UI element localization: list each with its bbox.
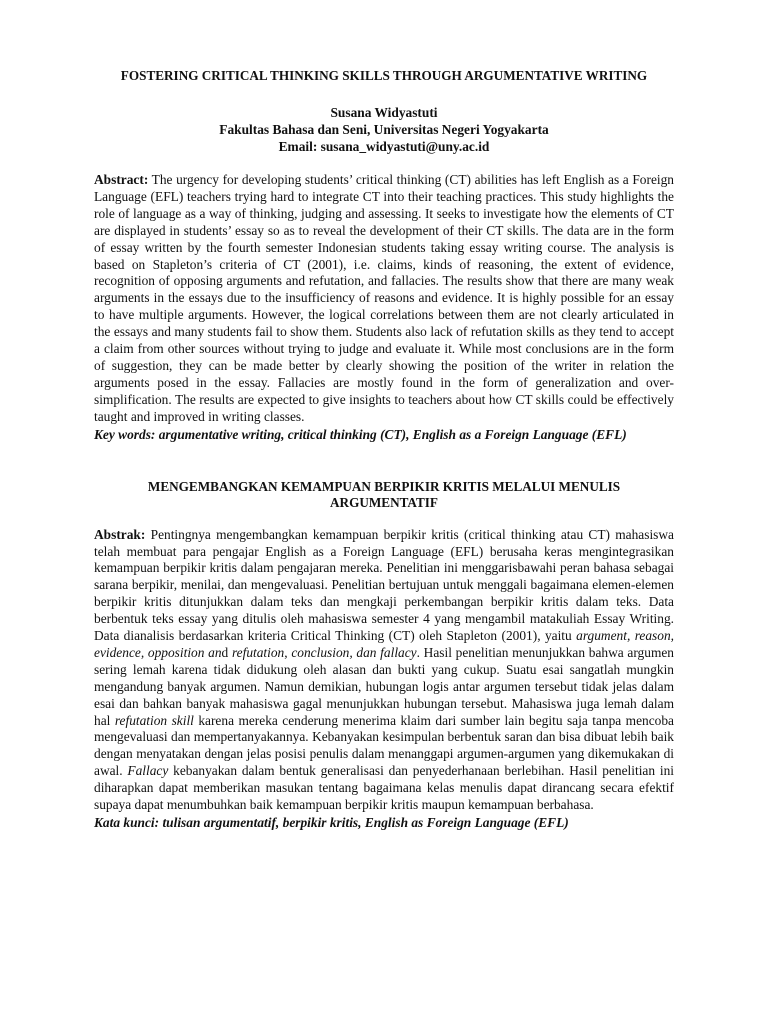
abstract-label: Abstract: <box>94 172 149 187</box>
english-title: FOSTERING CRITICAL THINKING SKILLS THROUGH ARGUMENTATIVE WRITING <box>120 68 648 83</box>
abstrak-italic-4: refutation skill <box>114 712 194 728</box>
author-name: Susana Widyastuti <box>330 105 438 120</box>
abstrak-text-5: karena mereka cenderung menerima klaim dari sumber lain begitu saja tanpa mencoba mengevaluasi dan mempertanyakannya. Kebanyakan kesimpulan berbentuk saran dan bisa dibuat lebih baik dengan menyatakan dengan jelas posisi penulis dalam menanggapi argumen-argumen yang dikemukakan di awal. <box>94 712 674 779</box>
author-email: Email: susana_widyastuti@uny.ac.id <box>278 139 490 154</box>
author-affiliation: Fakultas Bahasa dan Seni, Universitas Negeri Yogyakarta <box>219 122 549 137</box>
abstrak-text-4: . Hasil penelitian menunjukkan bahwa argumen sering lemah karena tidak didukung oleh alasan dan bukti yang cukup. Suatu esai sangatlah mungkin mengandung banyak argumen. Namun demikian, hubungan logis antar argumen tersebut tidak jelas dalam esai dan bahkan banyak mahasiswa gagal menunjukkan hubungan tersebut. Mahasiswa juga lemah dalam hal <box>94 644 674 728</box>
indonesian-title: MENGEMBANGKAN KEMAMPUAN BERPIKIR KRITIS MELALUI MENULIS ARGUMENTATIF <box>147 478 621 510</box>
abstrak-italic-5: Fallacy <box>127 763 169 779</box>
abstrak-italic-2: refutation <box>231 644 285 660</box>
english-keywords: Key words: argumentative writing, critical thinking (CT), English as a Foreign Language (EFL) <box>94 426 627 442</box>
abstrak-italic-3: conclusion, dan fallacy <box>291 644 417 660</box>
indonesian-abstract <box>94 527 674 814</box>
abstrak-text-3: , <box>284 644 292 660</box>
author-block <box>94 104 674 155</box>
english-abstract <box>94 172 674 426</box>
indonesian-keywords: Kata kunci: tulisan argumentatif, berpikir kritis, English as Foreign Language (EFL) <box>94 815 569 830</box>
abstrak-label: Abstrak: <box>94 526 146 542</box>
abstrak-text-2: d <box>221 644 232 660</box>
abstrak-text-6: kebanyakan dalam bentuk generalisasi dan penyederhanaan berlebihan. Hasil penelitian ini diharapkan dapat memberikan masukan tentang bagaimana kelas menulis dapat dirancang secara efektif supaya dapat menumbuhkan baik kemampuan berpikir kritis maupun kemampuan berbahasa. <box>94 763 674 813</box>
abstrak-italic-1: argument, reason, evidence, opposition an <box>94 628 675 660</box>
abstrak-text-1: Pentingnya mengembangkan kemampuan berpikir kritis (critical thinking atau CT) mahasiswa telah membuat para pengajar English as a Foreign Language (EFL) berusaha keras mengintegrasikan kemampuan berpikir kritis dalam pengajaran mereka. Penelitian ini menggarisbawahi peran bahasa sebagai sarana berpikir, menilai, dan mengevaluasi. Penelitian bertujuan untuk menggali bagaimana elemen-elemen berpikir kritis ditunjukkan dalam teks dan mengkaji perkembangan berpikir kritis dalam teks. Data berbentuk teks essay yang ditulis oleh mahasiswa semester 4 yang mengambil matakuliah Essay Writing. Data dianalisis berdasarkan kriteria Critical Thinking (CT) oleh Stapleton (2001), yaitu <box>94 526 674 644</box>
abstract-text: The urgency for developing students’ critical thinking (CT) abilities has left English as a Foreign Language (EFL) teachers trying hard to integrate CT into their teaching practices. This study highlights the role of language as a way of thinking, judging and assessing. It seeks to investigate how the elements of CT are displayed in students’ essay so as to reveal the development of their CT skills. The data are in the form of essay written by the fourth semester Indonesian students taking essay writing course. The analysis is based on Stapleton’s criteria of CT (2001), i.e. claims, kinds of reasoning, the extent of evidence, recognition of opposing arguments and refutation, and fallacies. The results show that there are many weak arguments in the essays due to the insufficiency of reasons and evidence. It is highly possible for an essay to have multiple arguments. However, the logical correlations between them are not clearly articulated in the essays and many students fail to show them. Students also lack of refutation skills as they tend to accept a claim from other sources without trying to judge and evaluate it. While most conclusions are in the form of suggestion, they can be made better by clearly showing the position of the writer in relation the arguments posed in the essay. Fallacies are mostly found in the form of generalization and over-simplification. The results are expected to give insights to teachers about how CT skills could be effectively taught and improved in writing classes. <box>94 172 674 424</box>
